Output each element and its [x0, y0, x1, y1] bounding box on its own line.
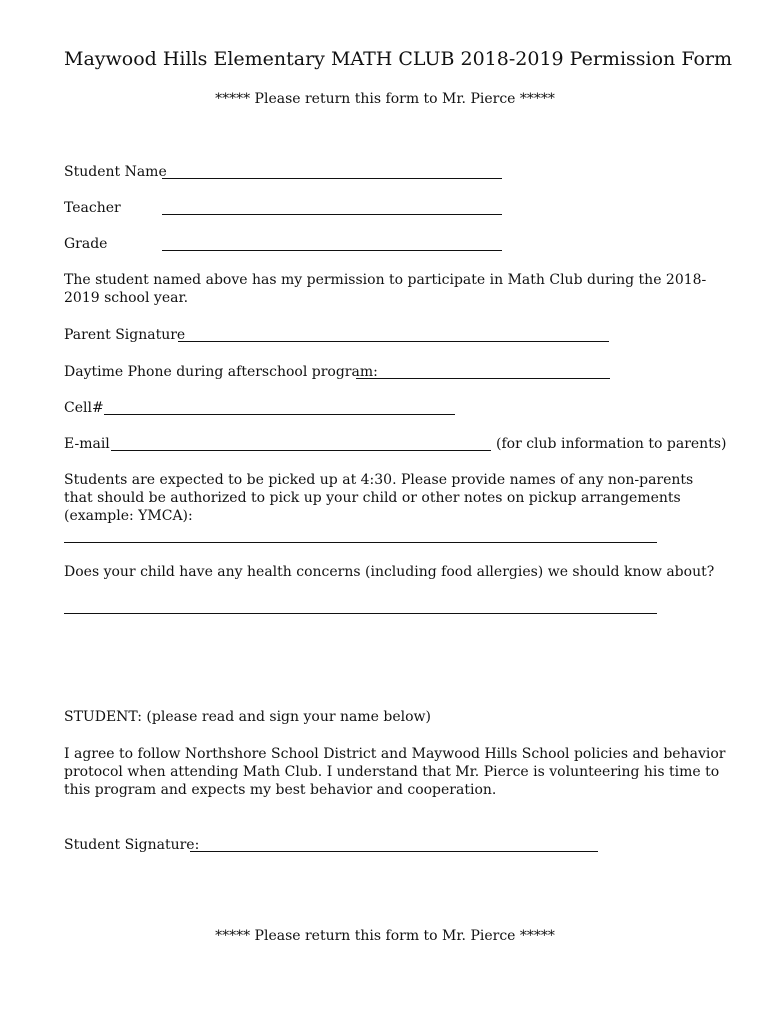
- parent-signature-field[interactable]: [178, 341, 609, 342]
- grade-label: Grade: [64, 236, 108, 252]
- teacher-label: Teacher: [64, 200, 121, 216]
- return-note-bottom: ***** Please return this form to Mr. Pierce *****: [215, 928, 555, 944]
- daytime-phone-field[interactable]: [356, 378, 610, 379]
- student-heading: STUDENT: (please read and sign your name below): [64, 709, 431, 725]
- email-label: E-mail: [64, 436, 110, 452]
- grade-field[interactable]: [162, 250, 502, 251]
- permission-statement: The student named above has my permission to participate in Math Club during the 2018-2019 school year.: [64, 272, 707, 306]
- teacher-field[interactable]: [162, 214, 502, 215]
- email-field[interactable]: [111, 450, 491, 451]
- daytime-phone-label: Daytime Phone during afterschool program:: [64, 364, 378, 380]
- form-title: Maywood Hills Elementary MATH CLUB 2018-2019 Permission Form: [64, 48, 732, 70]
- cell-label: Cell#: [64, 400, 104, 416]
- student-agreement: I agree to follow Northshore School District and Maywood Hills School policies and behavior protocol when attending Math Club. I understand that Mr. Pierce is volunteering his time to this program and expects my best behavior and cooperation.: [64, 746, 726, 798]
- email-note: (for club information to parents): [496, 436, 727, 452]
- student-signature-field[interactable]: [190, 851, 598, 852]
- health-question: Does your child have any health concerns (including food allergies) we should know about?: [64, 564, 715, 580]
- cell-field[interactable]: [104, 414, 455, 415]
- pickup-statement: Students are expected to be picked up at 4:30. Please provide names of any non-parents that should be authorized to pick up your child or other notes on pickup arrangements (example: YMCA):: [64, 472, 694, 524]
- return-note-top: ***** Please return this form to Mr. Pierce *****: [215, 91, 555, 107]
- parent-signature-label: Parent Signature: [64, 327, 186, 343]
- student-signature-label: Student Signature:: [64, 837, 200, 853]
- health-concerns-field[interactable]: [64, 613, 657, 614]
- student-name-field[interactable]: [162, 178, 502, 179]
- pickup-notes-field[interactable]: [64, 542, 657, 543]
- student-name-label: Student Name: [64, 164, 167, 180]
